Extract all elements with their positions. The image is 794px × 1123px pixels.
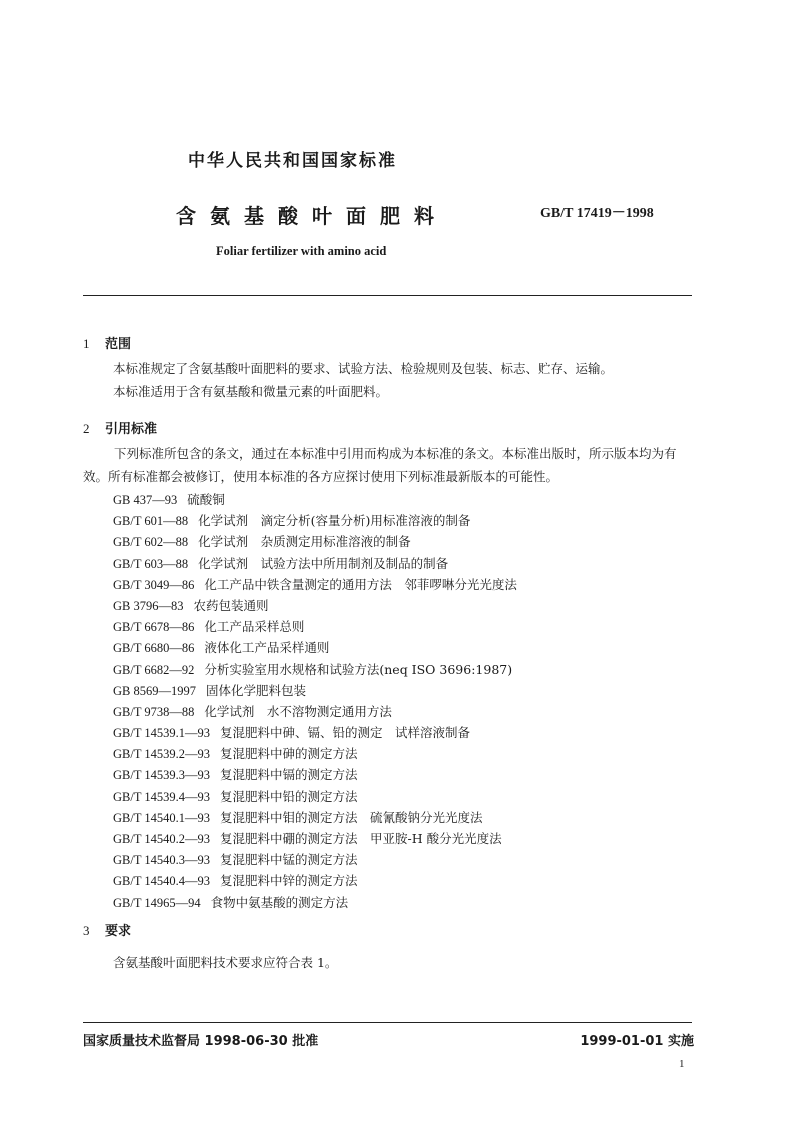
reference-code: GB 3796—83 [113, 598, 184, 613]
reference-item [113, 849, 517, 870]
reference-item [113, 680, 517, 701]
reference-title: 复混肥料中锰的测定方法 [220, 852, 358, 868]
reference-item [113, 553, 517, 574]
reference-code: GB/T 14540.4—93 [113, 874, 210, 889]
reference-code: GB/T 6682—92 [113, 662, 195, 677]
reference-code: GB 437—93 [113, 493, 178, 507]
standard-title-cn: 含氨基酸叶面肥料 [176, 204, 448, 228]
reference-code: GB/T 9738—88 [113, 704, 195, 719]
reference-title: 农药包装通则 [193, 597, 269, 613]
reference-item [113, 870, 517, 891]
reference-code: GB/T 3049—86 [113, 577, 195, 592]
reference-code: GB/T 14539.3—93 [113, 768, 210, 783]
paragraph: 下列标准所包含的条文，通过在本标准中引用而构成为本标准的条文。本标准出版时，所示版本均为有效。所有标准都会被修订，使用本标准的各方应探讨使用下列标准最新版本的可能性。 [83, 446, 677, 484]
reference-title: 复混肥料中铅的测定方法 [220, 788, 358, 804]
reference-title: 液体化工产品采样通则 [204, 640, 330, 656]
reference-item [113, 574, 517, 595]
section-number: 3 [83, 923, 90, 938]
section-heading-requirements [83, 920, 131, 939]
reference-list [113, 489, 517, 913]
section-title: 要求 [105, 924, 132, 939]
reference-title: 化学试剂 杂质测定用标准溶液的制备 [198, 534, 411, 550]
section-number: 1 [83, 336, 90, 351]
reference-code: GB/T 14540.1—93 [113, 810, 210, 825]
footer-divider [83, 1022, 692, 1023]
reference-item [113, 701, 517, 722]
paragraph: 本标准规定了含氨基酸叶面肥料的要求、试验方法、检验规则及包装、标志、贮存、运输。 [113, 361, 614, 376]
reference-item [113, 807, 517, 828]
reference-code: GB 8569—1997 [113, 683, 196, 698]
reference-title: 复混肥料中砷、镉、铅的测定 试样溶液制备 [220, 725, 471, 741]
reference-item [113, 764, 517, 785]
implementation-date: 1999-01-01 实施 [580, 1034, 694, 1049]
reference-item [113, 892, 517, 913]
reference-item [113, 489, 517, 510]
reference-title: 化学试剂 试验方法中所用制剂及制品的制备 [198, 555, 449, 571]
reference-title: 复混肥料中镉的测定方法 [220, 767, 358, 783]
reference-title: 化工产品采样总则 [204, 619, 305, 635]
national-standard-heading: 中华人民共和国国家标准 [188, 151, 397, 171]
reference-item [113, 595, 517, 616]
reference-item [113, 510, 517, 531]
approval-date: 国家质量技术监督局 1998-06-30 批准 [83, 1034, 319, 1049]
reference-item [113, 659, 517, 680]
reference-title: 固体化学肥料包装 [206, 682, 307, 698]
page-number: 1 [679, 1058, 685, 1070]
reference-item [113, 616, 517, 637]
reference-code: GB/T 14540.3—93 [113, 853, 210, 868]
paragraph: 含氨基酸叶面肥料技术要求应符合表 1。 [113, 955, 338, 970]
reference-title: 复混肥料中硼的测定方法 甲亚胺-H 酸分光光度法 [220, 831, 502, 846]
section-title: 范围 [105, 337, 132, 352]
reference-item [113, 531, 517, 552]
reference-title: 硫酸铜 [187, 492, 225, 507]
reference-item [113, 828, 517, 849]
reference-code: GB/T 14965—94 [113, 895, 201, 910]
reference-code: GB/T 602—88 [113, 535, 189, 550]
reference-code: GB/T 6680—86 [113, 641, 195, 656]
reference-code: GB/T 601—88 [113, 514, 189, 529]
reference-code: GB/T 14539.2—93 [113, 747, 210, 762]
reference-item [113, 743, 517, 764]
reference-item [113, 637, 517, 658]
section-heading-scope [83, 333, 131, 352]
standard-code: GB/T 17419－1998 [540, 206, 654, 221]
reference-code: GB/T 14539.4—93 [113, 789, 210, 804]
reference-title: 化工产品中铁含量测定的通用方法 邻菲啰啉分光光度法 [204, 576, 517, 592]
standard-title-en: Foliar fertilizer with amino acid [216, 244, 387, 258]
reference-title: 化学试剂 水不溶物测定通用方法 [204, 703, 392, 719]
reference-title: 复混肥料中钼的测定方法 硫氰酸钠分光光度法 [220, 809, 483, 825]
reference-code: GB/T 14539.1—93 [113, 726, 210, 741]
reference-title: 化学试剂 滴定分析(容量分析)用标准溶液的制备 [198, 513, 471, 529]
section-heading-references [83, 418, 157, 437]
reference-title: 复混肥料中砷的测定方法 [220, 746, 358, 762]
reference-title: 分析实验室用水规格和试验方法(neq ISO 3696:1987) [204, 661, 513, 677]
section-title: 引用标准 [105, 422, 158, 437]
reference-title: 复混肥料中锌的测定方法 [220, 873, 358, 889]
reference-code: GB/T 14540.2—93 [113, 832, 210, 846]
section-number: 2 [83, 421, 90, 436]
reference-code: GB/T 6678—86 [113, 620, 195, 635]
reference-title: 食物中氨基酸的测定方法 [210, 894, 349, 910]
paragraph: 本标准适用于含有氨基酸和微量元素的叶面肥料。 [113, 384, 389, 399]
reference-item [113, 722, 517, 743]
reference-item [113, 786, 517, 807]
header-divider [83, 295, 692, 296]
reference-code: GB/T 603—88 [113, 556, 189, 571]
